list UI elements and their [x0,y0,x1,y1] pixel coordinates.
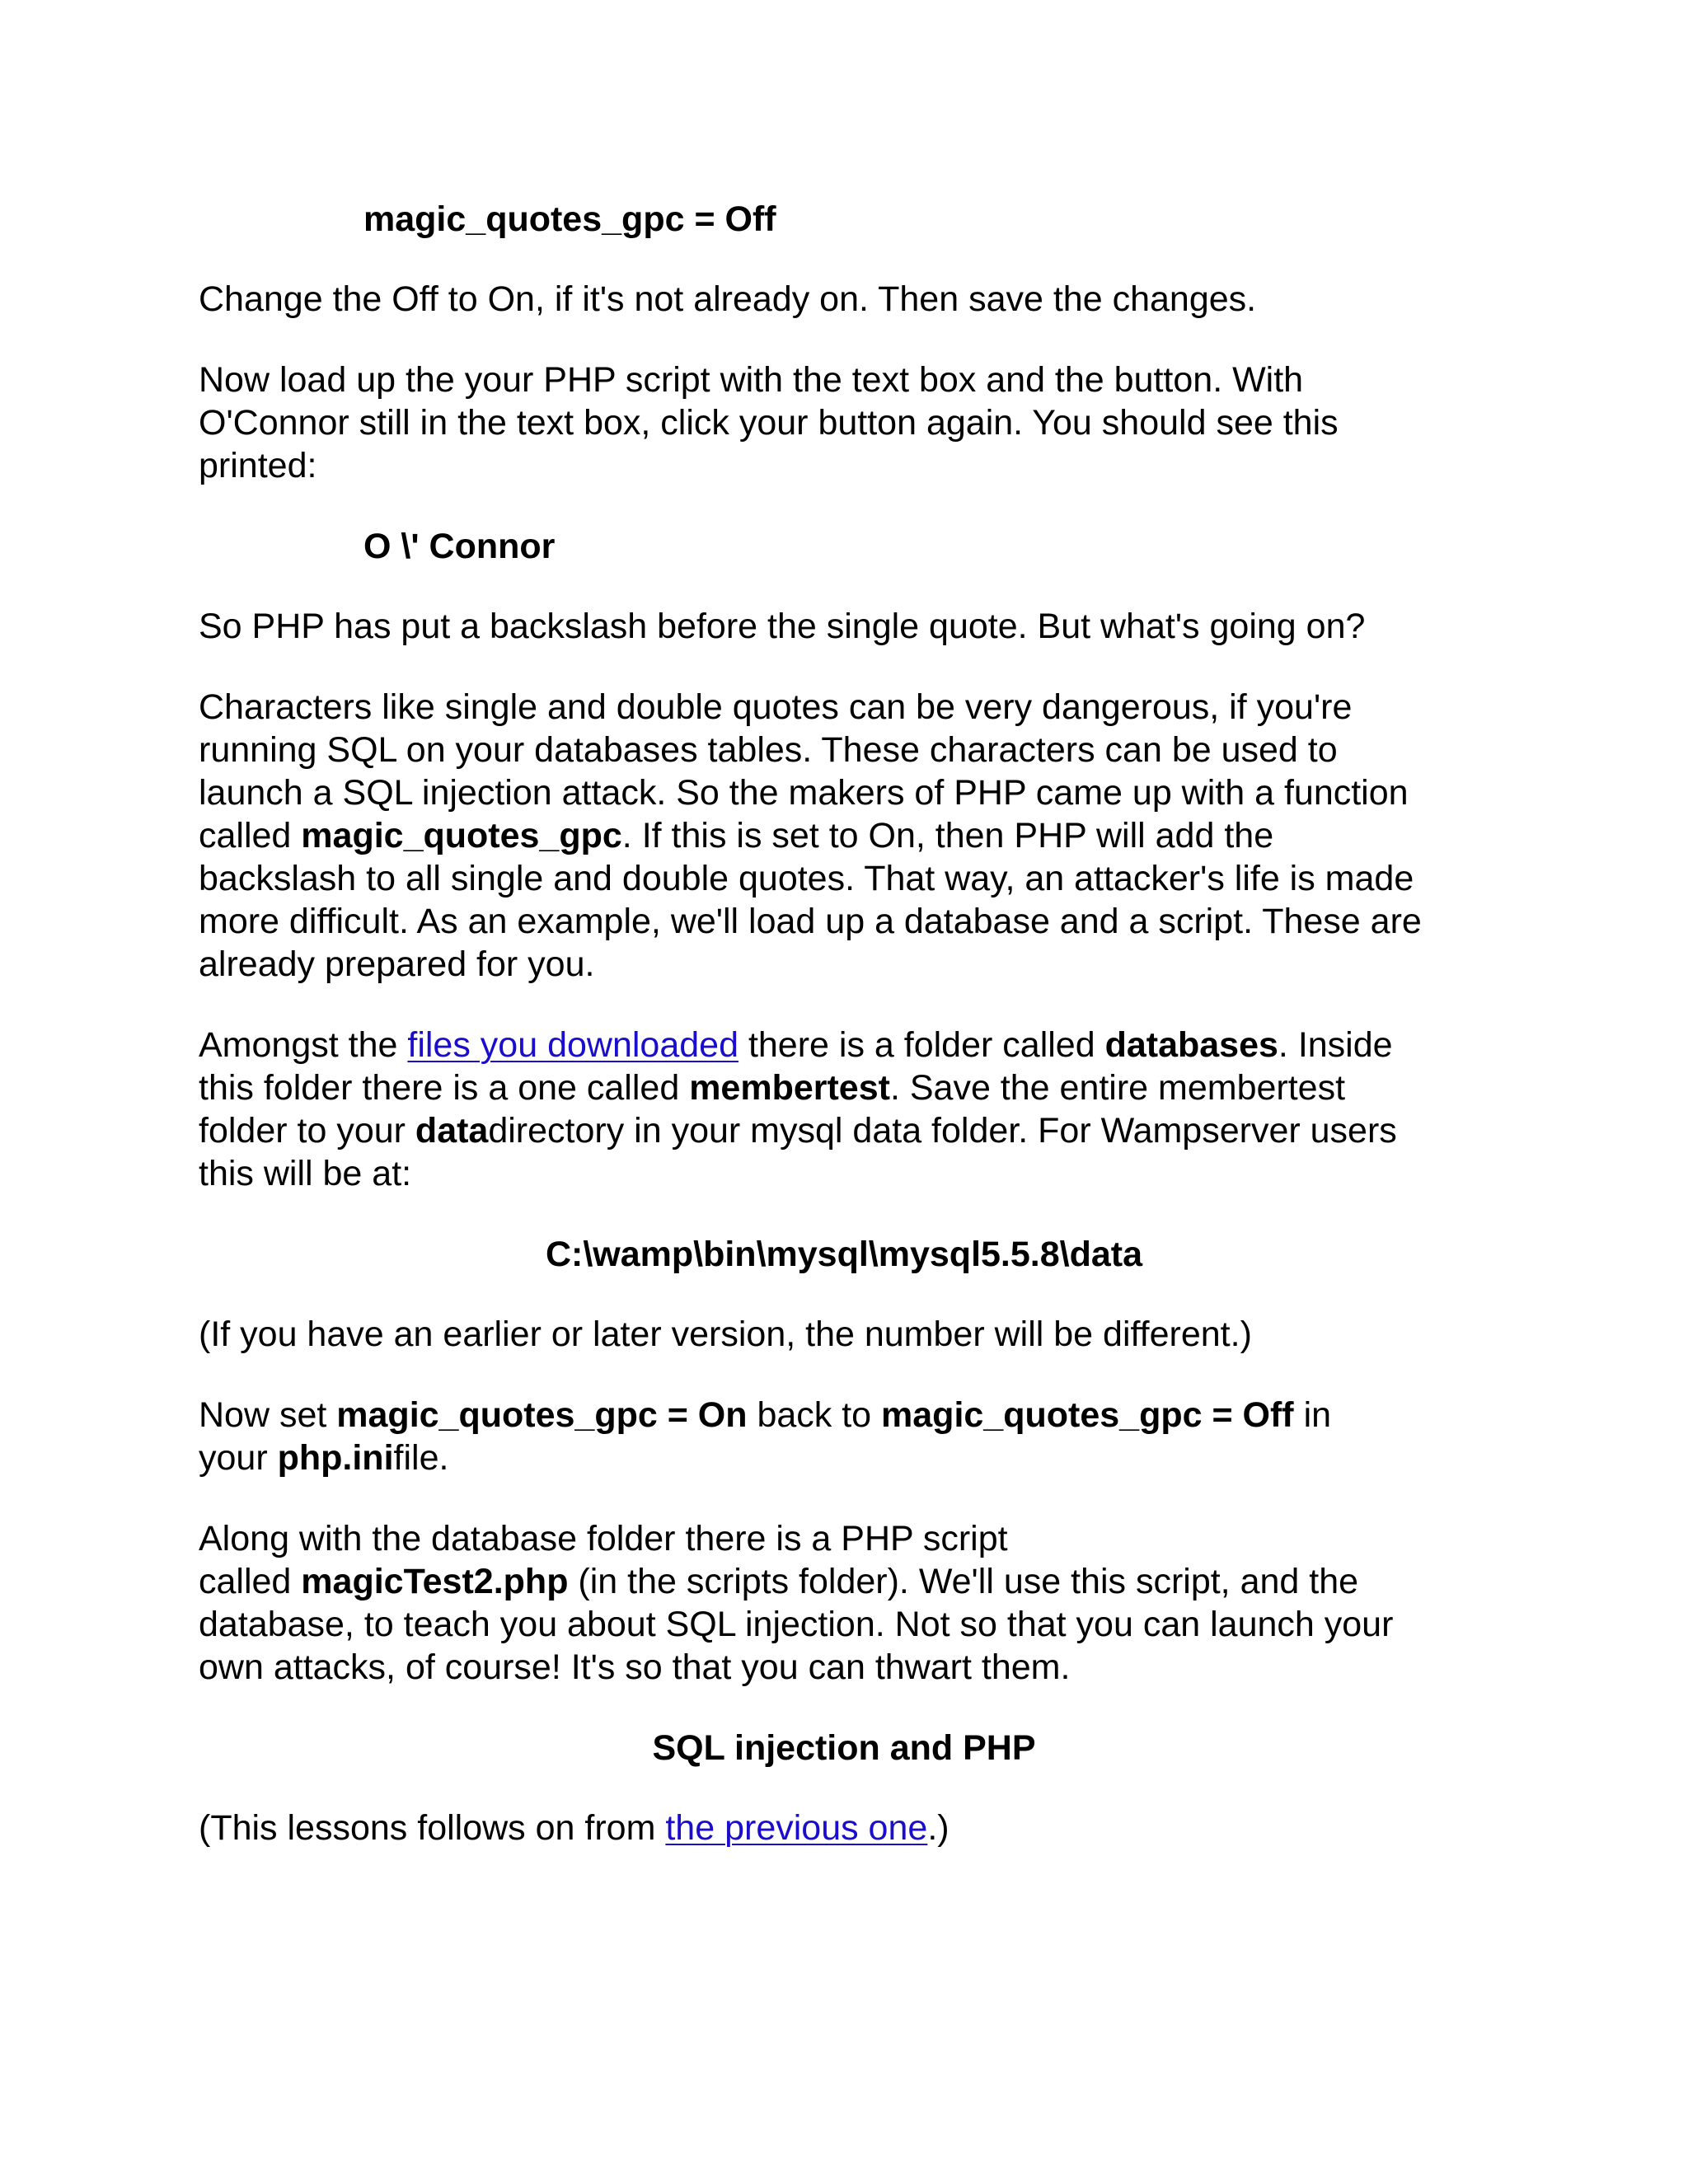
heading-oconnor-output: O \' Connor [363,527,556,566]
paragraph-follows-on [199,1807,950,1849]
bold-text: php.ini [277,1438,394,1478]
text-segment: folder to your [199,1111,415,1151]
paragraph-characters-line-1: Characters like single and double quotes can be very dangerous, if you're [199,687,1353,727]
bold-text: membertest [689,1068,890,1108]
text-segment: . Inside [1278,1025,1393,1065]
text-segment: file. [393,1438,449,1478]
paragraph-load-script-line-2: O'Connor still in the text box, click your button again. You should see this [199,403,1339,443]
heading-magic-quotes-off: magic_quotes_gpc = Off [363,199,776,239]
paragraph-load-script-line-3: printed: [199,446,317,485]
paragraph-change-off: Change the Off to On, if it's not already on. Then save the changes. [199,279,1257,319]
bold-text: databases [1104,1025,1278,1065]
text-segment: Now set [199,1395,337,1435]
previous-lesson-link[interactable]: the previous one [665,1808,928,1848]
text-segment: Amongst the [199,1025,408,1065]
paragraph-load-script-line-1: Now load up the your PHP script with the text box and the button. With [199,360,1304,400]
paragraph-along-with-line-3: database, to teach you about SQL injection. Not so that you can launch your [199,1605,1394,1644]
bold-text: magic_quotes_gpc [301,816,622,855]
bold-text: data [415,1111,489,1151]
paragraph-characters-line-4 [199,814,1273,857]
paragraph-amongst-line-4: this will be at: [199,1154,412,1193]
paragraph-along-with-line-1: Along with the database folder there is a PHP script [199,1519,1008,1558]
paragraph-characters-line-3: launch a SQL injection attack. So the makers of PHP came up with a function [199,773,1409,813]
text-segment: called [199,816,302,855]
text-segment: directory in your mysql data folder. For Wampserver users [488,1111,1397,1151]
text-segment: back to [747,1395,882,1435]
paragraph-version-note: (If you have an earlier or later version, the number will be different.) [199,1315,1252,1354]
paragraph-along-with-line-4: own attacks, of course! It's so that you can thwart them. [199,1647,1071,1687]
bold-text: magicTest2.php [301,1562,569,1601]
paragraph-characters-line-7: already prepared for you. [199,944,595,984]
paragraph-backslash: So PHP has put a backslash before the single quote. But what's going on? [199,607,1366,646]
paragraph-characters-line-6: more difficult. As an example, we'll load up a database and a script. These are [199,902,1422,941]
paragraph-amongst-line-3 [199,1109,1397,1152]
paragraph-amongst-line-2 [199,1066,1345,1109]
paragraph-amongst-line-1 [199,1024,1393,1066]
text-segment: (in the scripts folder). We'll use this script, and the [568,1562,1359,1601]
bold-text: magic_quotes_gpc = Off [881,1395,1294,1435]
text-segment: this folder there is a one called [199,1068,690,1108]
text-segment: there is a folder called [738,1025,1105,1065]
heading-sql-injection: SQL injection and PHP [652,1728,1036,1768]
paragraph-now-set-line-2 [199,1436,448,1479]
mysql-data-path: C:\wamp\bin\mysql\mysql5.5.8\data [545,1235,1143,1274]
files-you-downloaded-link[interactable]: files you downloaded [407,1025,738,1065]
paragraph-along-with-line-2 [199,1560,1358,1603]
text-segment: your [199,1438,278,1478]
text-segment: .) [927,1808,950,1848]
paragraph-characters-line-2: running SQL on your databases tables. These characters can be used to [199,730,1338,770]
text-segment: in [1293,1395,1332,1435]
bold-text: magic_quotes_gpc = On [336,1395,748,1435]
paragraph-characters-line-5: backslash to all single and double quotes. That way, an attacker's life is made [199,859,1414,898]
paragraph-now-set-line-1 [199,1394,1331,1436]
text-segment: (This lessons follows on from [199,1808,666,1848]
text-segment: . If this is set to On, then PHP will add the [621,816,1274,855]
text-segment: . Save the entire membertest [889,1068,1346,1108]
text-segment: called [199,1562,302,1601]
